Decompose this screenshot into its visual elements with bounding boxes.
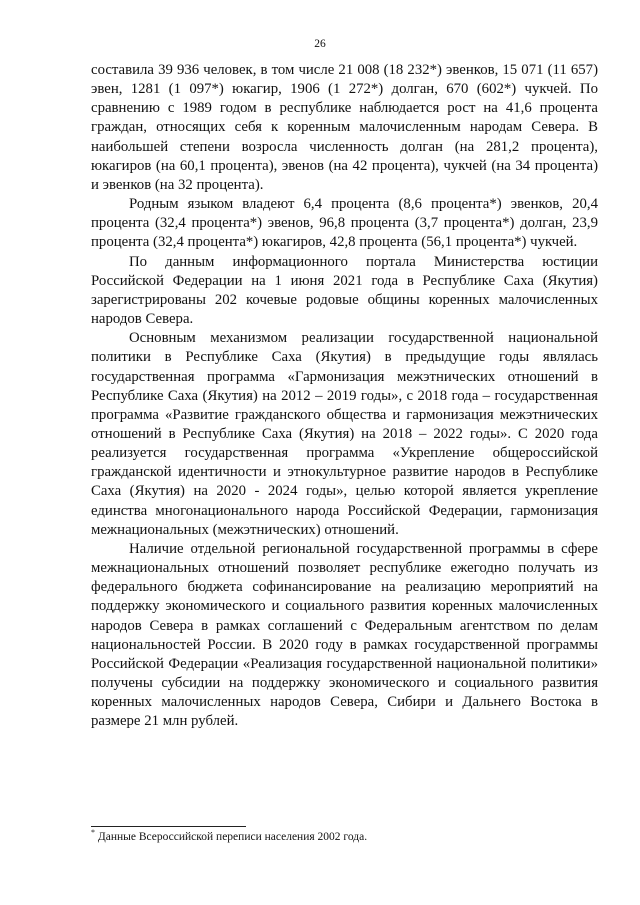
paragraph-state-programs: Основным механизмом реализации государственной национальной политики в Республике Саха (Якутия) в предыдущие годы являлась государственная программа «Гармонизация межэтнических отношений в Республике Саха (Якутия) на 2012 – 2019 годы», с 2018 года – государственная программа «Развитие гражданского общества и гармонизация межэтнических отношений в Республике Саха (Якутия) на 2018 – 2022 годы». С 2020 года реализуется государственная программа «Укрепление общероссийской гражданской идентичности и этнокультурное развитие народов в Республике Саха (Якутия) на 2020 - 2024 годы», целью которой является укрепление единства многонационального народа Российской Федерации, гармонизация межнациональных (межэтнических) отношений. xyxy=(91,330,598,538)
footnote-divider xyxy=(91,826,246,827)
document-body xyxy=(91,61,598,731)
footnote-marker: * xyxy=(91,828,95,838)
paragraph-federal-cofinancing: Наличие отдельной региональной государственной программы в сфере межнациональных отношений позволяет республике ежегодно получать из федерального бюджета софинансирование на реализацию мероприятий на поддержку экономического и социального развития коренных малочисленных народов Севера в рамках соглашений с Федеральным агентством по делам национальностей России. В 2020 году в рамках государственной программы Российской Федерации «Реализация государственной национальной политики» получены субсидии на поддержку экономического и социального развития коренных малочисленных народов Севера, Сибири и Дальнего Востока в размере 21 млн рублей. xyxy=(91,540,598,730)
footnote xyxy=(91,830,598,844)
footnote-text: Данные Всероссийской переписи населения 2002 года. xyxy=(95,831,368,843)
paragraph-native-language: Родным языком владеют 6,4 процента (8,6 процента*) эвенков, 20,4 процента (32,4 процента*) эвенов, 96,8 процента (3,7 процента*) долган, 23,9 процента (32,4 процента*) юкагиров, 42,8 процента (56,1 процента*) чукчей. xyxy=(91,196,598,251)
paragraph-nomadic-communities: По данным информационного портала Министерства юстиции Российской Федерации на 1 июня 2021 года в Республике Саха (Якутия) зарегистрированы 202 кочевые родовые общины коренных малочисленных народов Севера. xyxy=(91,253,598,328)
paragraph-population-figures: составила 39 936 человек, в том числе 21 008 (18 232*) эвенков, 15 071 (11 657) эвен, 1281 (1 097*) юкагир, 1906 (1 272*) долган, 670 (602*) чукчей. По сравнению с 1989 годом в республике наблюдается рост на 41,6 процента граждан, относящих себя к коренным малочисленным народам Севера. В наибольшей степени возросла численность долган (на 281,2 процента), юкагиров (на 60,1 процента), эвенов (на 42 процента), чукчей (на 34 процента) и эвенков (на 32 процента). xyxy=(91,62,598,193)
page-number: 26 xyxy=(314,38,326,50)
